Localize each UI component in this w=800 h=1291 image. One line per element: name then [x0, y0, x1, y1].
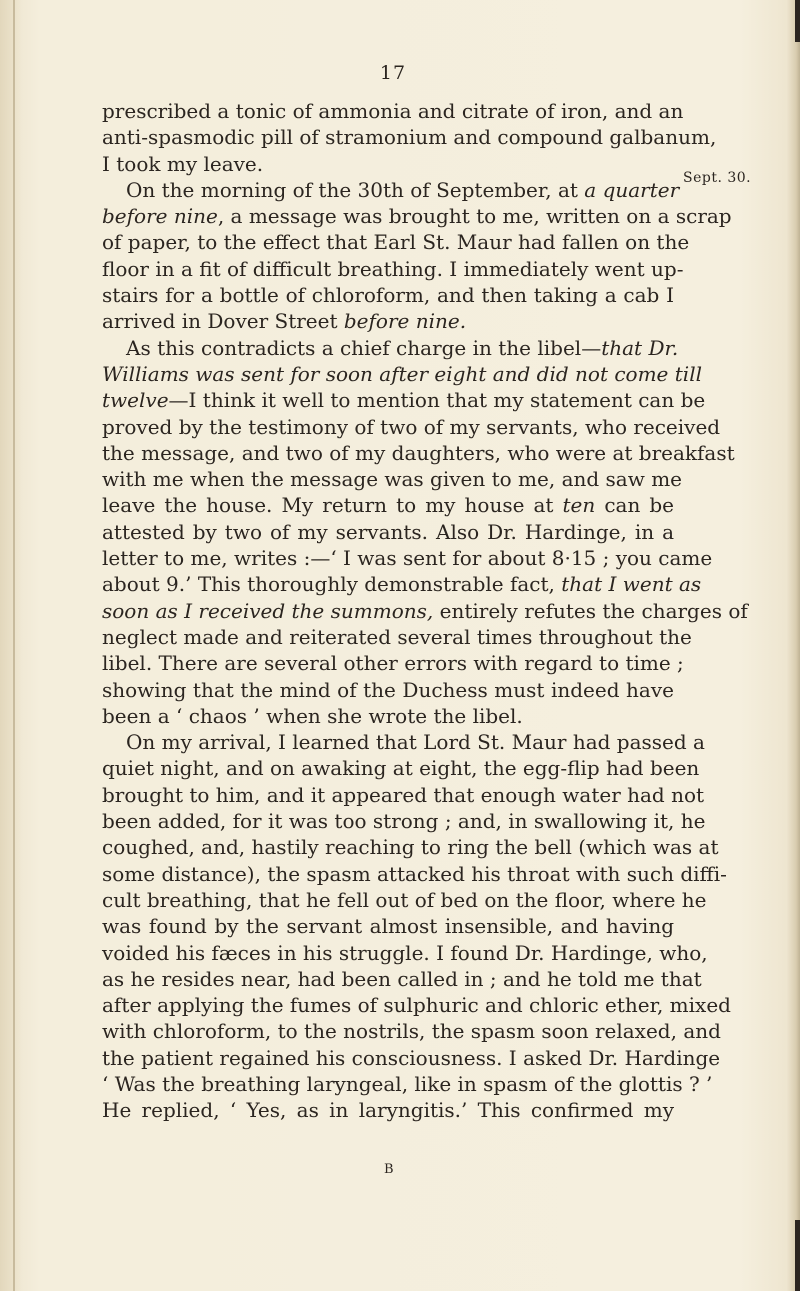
- text-run: coughed, and, hastily reaching to ring the bell (which was at: [102, 835, 719, 860]
- text-run: been added, for it was too strong ; and, in swallowing it, he: [102, 809, 706, 834]
- italic-text: a quarter: [584, 177, 680, 202]
- text-run: the patient regained his consciousness. I asked Dr. Hardinge: [102, 1045, 721, 1070]
- text-run: some distance), the spasm attacked his throat with such diffi-: [102, 861, 727, 886]
- text-run: entirely refutes the charges of: [433, 598, 748, 623]
- text-line: [102, 650, 684, 676]
- text-run: anti-spasmodic pill of stramonium and compound galbanum,: [102, 125, 717, 150]
- text-line: [102, 335, 679, 361]
- text-run: neglect made and reiterated several times throughout the: [102, 624, 692, 649]
- text-run: stairs for a bottle of chloroform, and then taking a cab I: [102, 283, 674, 308]
- text-run: On the morning of the 30th of September, at: [126, 177, 585, 202]
- text-line: [102, 1071, 713, 1097]
- text-run: As this contradicts a chief charge in the libel—: [126, 335, 602, 360]
- text-line: [102, 151, 674, 177]
- text-line: [102, 598, 748, 624]
- italic-text: before nine.: [343, 309, 467, 334]
- text-run: was found by the servant almost insensible, and having: [102, 914, 674, 939]
- text-line: [102, 98, 684, 124]
- text-line: [102, 887, 707, 913]
- text-line: [102, 256, 684, 282]
- page-gutter-shadow: [0, 0, 22, 1291]
- text-line: [102, 703, 674, 729]
- text-line: [102, 782, 705, 808]
- italic-text: before nine: [102, 204, 218, 229]
- text-line: [102, 808, 706, 834]
- text-run: letter to me, writes :—‘ I was sent for about 8·15 ; you came: [102, 546, 713, 571]
- text-run: voided his fæces in his struggle. I found Dr. Hardinge, who,: [102, 940, 708, 965]
- text-line: [102, 203, 732, 229]
- text-line: [102, 755, 700, 781]
- text-run: cult breathing, that he fell out of bed on the floor, where he: [102, 887, 707, 912]
- text-run: , a message was brought to me, written on a scrap: [217, 204, 732, 229]
- text-run: can be: [595, 493, 675, 518]
- italic-text: that Dr.: [601, 335, 679, 360]
- text-line: [102, 492, 674, 518]
- italic-text: that I went as: [561, 572, 702, 597]
- text-run: with me when the message was given to me, and saw me: [102, 467, 682, 492]
- text-run: about 9.’ This thoroughly demonstrable fact,: [102, 572, 562, 597]
- text-line: [102, 677, 674, 703]
- text-line: [102, 177, 680, 203]
- text-line: [102, 519, 674, 545]
- text-run: ‘ Was the breathing laryngeal, like in spasm of the glottis ? ’: [102, 1071, 713, 1096]
- text-run: —I think it well to mention that my statement can be: [168, 388, 706, 413]
- text-run: with chloroform, to the nostrils, the spasm soon relaxed, and: [102, 1019, 721, 1044]
- text-run: the message, and two of my daughters, who were at breakfast: [102, 440, 735, 465]
- page-number: 17: [379, 62, 407, 84]
- italic-text: Williams was sent for soon after eight and did not come till: [102, 361, 702, 386]
- text-line: [102, 414, 721, 440]
- text-run: attested by two of my servants. Also Dr. Hardinge, in a: [102, 519, 674, 544]
- text-run: On my arrival, I learned that Lord St. Maur had passed a: [126, 730, 705, 755]
- text-run: libel. There are several other errors with regard to time ;: [102, 651, 684, 676]
- text-line: [102, 545, 713, 571]
- italic-text: soon as I received the summons,: [102, 598, 434, 623]
- page-edge-mark: [795, 1220, 800, 1291]
- gutter-fold-line: [13, 0, 15, 1291]
- text-run: showing that the mind of the Duchess must indeed have: [102, 677, 674, 702]
- text-line: [102, 624, 692, 650]
- text-line: [102, 992, 731, 1018]
- text-line: [102, 940, 708, 966]
- text-run: after applying the fumes of sulphuric and chloric ether, mixed: [102, 993, 731, 1018]
- text-line: [102, 966, 702, 992]
- text-line: [102, 729, 705, 755]
- text-line: [102, 440, 735, 466]
- text-run: been a ‘ chaos ’ when she wrote the libel.: [102, 703, 523, 728]
- text-run: proved by the testimony of two of my servants, who received: [102, 414, 721, 439]
- page-edge-mark: [795, 0, 800, 42]
- text-line: [102, 1045, 721, 1071]
- text-run: He replied, ‘ Yes, as in laryngitis.’ This confirmed my: [102, 1098, 674, 1123]
- printer-signature-mark: B: [384, 1162, 394, 1177]
- text-run: arrived in Dover Street: [102, 309, 344, 334]
- text-line: [102, 387, 706, 413]
- text-line: [102, 571, 702, 597]
- text-run: quiet night, and on awaking at eight, the egg-flip had been: [102, 756, 700, 781]
- text-run: leave the house. My return to my house at: [102, 493, 563, 518]
- text-run: I took my leave.: [102, 151, 264, 176]
- text-line: [102, 308, 674, 334]
- text-line: [102, 1097, 674, 1123]
- text-line: [102, 282, 674, 308]
- text-run: prescribed a tonic of ammonia and citrate of iron, and an: [102, 99, 684, 123]
- text-run: of paper, to the effect that Earl St. Maur had fallen on the: [102, 230, 690, 255]
- text-line: [102, 913, 674, 939]
- text-line: [102, 124, 717, 150]
- margin-note-date: Sept. 30.: [683, 170, 752, 186]
- page-edge-shadow: [786, 0, 800, 1291]
- text-run: floor in a fit of difficult breathing. I immediately went up-: [102, 256, 684, 281]
- text-line: [102, 361, 702, 387]
- italic-text: twelve: [102, 388, 169, 413]
- text-line: [102, 1018, 721, 1044]
- italic-text: ten: [562, 493, 596, 518]
- text-line: [102, 229, 690, 255]
- text-line: [102, 861, 727, 887]
- text-run: brought to him, and it appeared that enough water had not: [102, 782, 705, 807]
- text-line: [102, 466, 682, 492]
- text-run: as he resides near, had been called in ; and he told me that: [102, 966, 702, 991]
- text-line: [102, 834, 719, 860]
